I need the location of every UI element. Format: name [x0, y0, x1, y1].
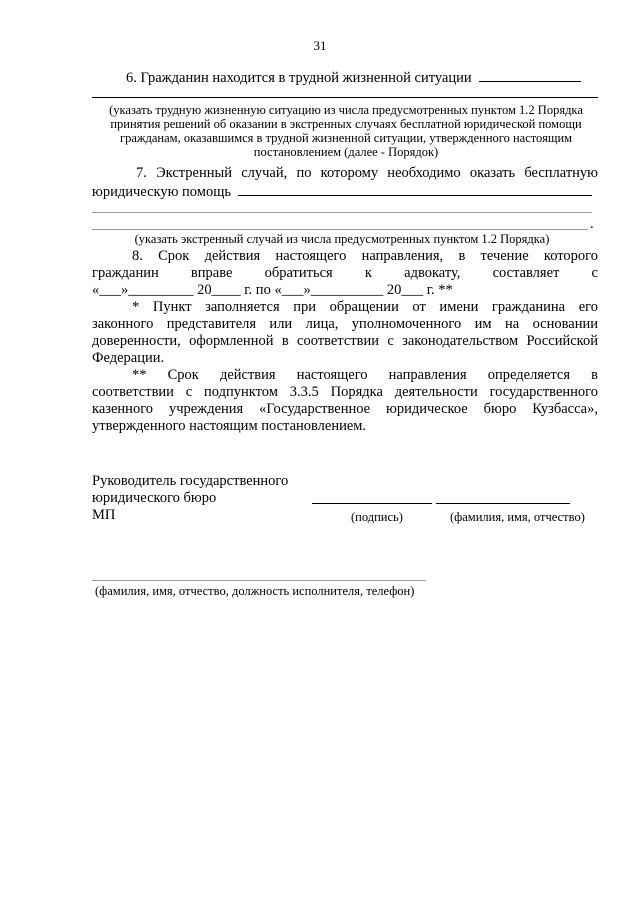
note-1-line1: * Пункт заполняется при обращении от имени гражданина его [132, 299, 598, 315]
item-7-line1: 7. Экстренный случай, по которому необходимо оказать бесплатную [136, 165, 598, 181]
item-7-rule-2 [92, 229, 588, 230]
name-line[interactable] [436, 503, 570, 504]
note-2-line4: утвержденного настоящим постановлением. [92, 418, 367, 434]
note-2-line1: ** Срок действия настоящего направления определяется в [132, 367, 598, 383]
item-7-end-mark: . [590, 216, 594, 232]
note-1-line4: Федерации. [92, 350, 165, 366]
item-6-blank[interactable] [479, 68, 581, 82]
item-7-rule-1 [92, 212, 592, 213]
note-1-line2: законного представителя или лица, уполномоченного им на основании [92, 316, 598, 332]
item-6-text: 6. Гражданин находится в трудной жизненной ситуации [126, 68, 581, 87]
executor-caption: (фамилия, имя, отчество, должность исполнителя, телефон) [95, 584, 415, 598]
stamp-label: МП [92, 507, 116, 523]
item-7-hint: (указать экстренный случай из числа предусмотренных пунктом 1.2 Порядка) [134, 232, 550, 246]
item-8-dates[interactable]: «___»_________ 20____ г. по «___»__________ 20___ г. ** [92, 282, 453, 298]
note-2-line2: соответствии с подпунктом 3.3.5 Порядка деятельности государственного [92, 384, 598, 400]
item-8-line2: гражданин вправе обратиться к адвокату, составляет с [92, 265, 598, 281]
item-7-blank[interactable] [238, 182, 592, 196]
item-8-line1: 8. Срок действия настоящего направления, в течение которого [132, 248, 598, 264]
page-number: 31 [313, 38, 327, 53]
note-2-line3: казенного учреждения «Государственное юридическое бюро Кузбасса», [92, 401, 598, 417]
signature-head-line2: юридического бюро [92, 490, 217, 506]
executor-line[interactable] [92, 580, 426, 581]
name-caption: (фамилия, имя, отчество) [450, 510, 585, 524]
signature-head-line1: Руководитель государственного [92, 473, 289, 489]
item-6-hint: (указать трудную жизненную ситуацию из числа предусмотренных пунктом 1.2 Порядка принятия решений об оказании в экстренных случаях бесплатной юридической помощи гражданам, оказавшимся в трудной жизненной ситуации, утвержденного настоящим постановлением (далее - Порядок) [109, 103, 583, 159]
signature-line[interactable] [312, 503, 432, 504]
item-7-line2: юридическую помощь [92, 182, 592, 201]
note-1-line3: доверенности, оформленной в соответствии с законодательством Российской [92, 333, 598, 349]
item-6-rule [92, 97, 598, 98]
signature-caption: (подпись) [351, 510, 403, 524]
